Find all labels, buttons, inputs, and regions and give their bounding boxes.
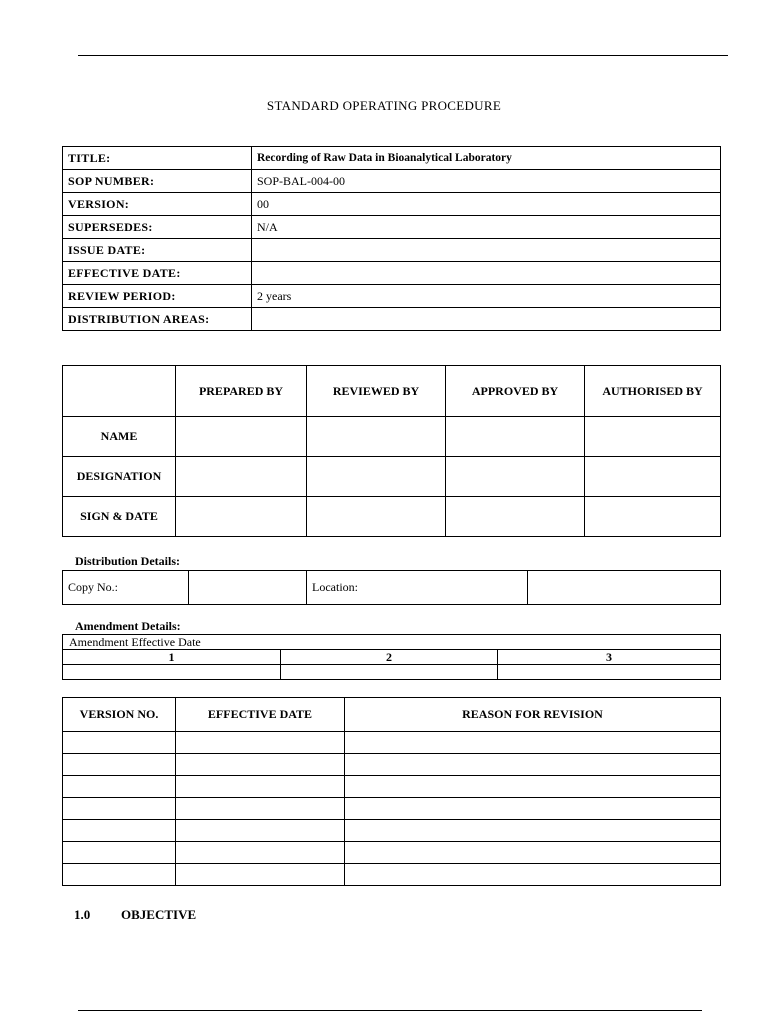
info-label: VERSION: bbox=[63, 193, 252, 216]
signoff-cell bbox=[176, 497, 307, 537]
info-row-sop-number bbox=[63, 170, 721, 193]
amendment-column-row bbox=[63, 650, 721, 665]
signoff-cell bbox=[307, 417, 446, 457]
info-label: SOP NUMBER: bbox=[63, 170, 252, 193]
location-field bbox=[528, 571, 721, 605]
signoff-cell bbox=[446, 457, 585, 497]
revision-cell bbox=[176, 798, 345, 820]
revision-row bbox=[63, 776, 721, 798]
signoff-row-label: NAME bbox=[63, 417, 176, 457]
revision-cell bbox=[63, 820, 176, 842]
info-value: SOP-BAL-004-00 bbox=[252, 170, 721, 193]
signoff-column-header: PREPARED BY bbox=[176, 366, 307, 417]
signoff-cell bbox=[176, 417, 307, 457]
sop-info-table bbox=[62, 146, 721, 331]
revision-header-row bbox=[63, 698, 721, 732]
amendment-label-row bbox=[63, 635, 721, 650]
signoff-cell bbox=[307, 497, 446, 537]
signoff-cell bbox=[585, 497, 721, 537]
revision-cell bbox=[176, 754, 345, 776]
signoff-column-header: REVIEWED BY bbox=[307, 366, 446, 417]
signoff-corner-cell bbox=[63, 366, 176, 417]
revision-cell bbox=[345, 864, 721, 886]
amendment-heading: Amendment Details: bbox=[75, 619, 181, 633]
signoff-column-header: APPROVED BY bbox=[446, 366, 585, 417]
info-row-issue-date bbox=[63, 239, 721, 262]
revision-cell bbox=[345, 754, 721, 776]
amendment-table bbox=[62, 634, 721, 680]
distribution-table bbox=[62, 570, 721, 605]
amendment-value-row bbox=[63, 665, 721, 680]
signoff-cell bbox=[585, 457, 721, 497]
revision-column-header: VERSION NO. bbox=[63, 698, 176, 732]
amendment-cell bbox=[498, 665, 721, 680]
amendment-effective-label: Amendment Effective Date bbox=[63, 635, 721, 650]
revision-cell bbox=[63, 754, 176, 776]
info-value bbox=[252, 308, 721, 331]
amendment-cell bbox=[63, 665, 281, 680]
signoff-header-row bbox=[63, 366, 721, 417]
info-value: 2 years bbox=[252, 285, 721, 308]
signoff-row-label: SIGN & DATE bbox=[63, 497, 176, 537]
copy-no-label: Copy No.: bbox=[63, 571, 189, 605]
revision-cell bbox=[63, 776, 176, 798]
document-title: STANDARD OPERATING PROCEDURE bbox=[266, 98, 502, 113]
signoff-cell bbox=[585, 417, 721, 457]
signoff-column-header: AUTHORISED BY bbox=[585, 366, 721, 417]
info-label: DISTRIBUTION AREAS: bbox=[63, 308, 252, 331]
info-label: EFFECTIVE DATE: bbox=[63, 262, 252, 285]
revision-cell bbox=[63, 864, 176, 886]
info-row-distribution-areas bbox=[63, 308, 721, 331]
revision-row bbox=[63, 732, 721, 754]
info-value: Recording of Raw Data in Bioanalytical Laboratory bbox=[252, 147, 721, 170]
info-row-version bbox=[63, 193, 721, 216]
revision-row bbox=[63, 820, 721, 842]
amendment-cell bbox=[281, 665, 498, 680]
location-label: Location: bbox=[307, 571, 528, 605]
info-label: ISSUE DATE: bbox=[63, 239, 252, 262]
revision-row bbox=[63, 864, 721, 886]
revision-cell bbox=[63, 798, 176, 820]
info-label: REVIEW PERIOD: bbox=[63, 285, 252, 308]
info-label: TITLE: bbox=[63, 147, 252, 170]
revision-cell bbox=[345, 820, 721, 842]
amendment-column-header: 1 bbox=[63, 650, 281, 665]
signoff-row-designation bbox=[63, 457, 721, 497]
top-rule bbox=[78, 55, 728, 56]
revision-cell bbox=[345, 798, 721, 820]
revision-cell bbox=[63, 732, 176, 754]
bottom-rule bbox=[78, 1010, 702, 1011]
info-row-effective-date bbox=[63, 262, 721, 285]
signoff-row-name bbox=[63, 417, 721, 457]
signoff-row-label: DESIGNATION bbox=[63, 457, 176, 497]
revision-row bbox=[63, 754, 721, 776]
distribution-heading: Distribution Details: bbox=[75, 554, 180, 568]
revision-cell bbox=[176, 820, 345, 842]
revision-cell bbox=[345, 842, 721, 864]
revision-cell bbox=[176, 776, 345, 798]
signoff-cell bbox=[176, 457, 307, 497]
amendment-column-header: 2 bbox=[281, 650, 498, 665]
revision-cell bbox=[345, 732, 721, 754]
section-title: OBJECTIVE bbox=[121, 907, 197, 922]
copy-no-field bbox=[189, 571, 307, 605]
revision-row bbox=[63, 842, 721, 864]
info-label: SUPERSEDES: bbox=[63, 216, 252, 239]
revision-column-header: REASON FOR REVISION bbox=[345, 698, 721, 732]
revision-row bbox=[63, 798, 721, 820]
signoff-table bbox=[62, 365, 721, 537]
revision-column-header: EFFECTIVE DATE bbox=[176, 698, 345, 732]
revision-table bbox=[62, 697, 721, 886]
revision-cell bbox=[345, 776, 721, 798]
info-value: N/A bbox=[252, 216, 721, 239]
signoff-cell bbox=[446, 497, 585, 537]
info-value bbox=[252, 262, 721, 285]
info-value bbox=[252, 239, 721, 262]
signoff-row-sign-date bbox=[63, 497, 721, 537]
info-row-supersedes bbox=[63, 216, 721, 239]
revision-cell bbox=[63, 842, 176, 864]
info-row-review-period bbox=[63, 285, 721, 308]
revision-cell bbox=[176, 732, 345, 754]
signoff-cell bbox=[307, 457, 446, 497]
revision-cell bbox=[176, 864, 345, 886]
info-row-title bbox=[63, 147, 721, 170]
info-value: 00 bbox=[252, 193, 721, 216]
revision-cell bbox=[176, 842, 345, 864]
section-number: 1.0 bbox=[74, 907, 91, 922]
amendment-column-header: 3 bbox=[498, 650, 721, 665]
signoff-cell bbox=[446, 417, 585, 457]
distribution-row bbox=[63, 571, 721, 605]
